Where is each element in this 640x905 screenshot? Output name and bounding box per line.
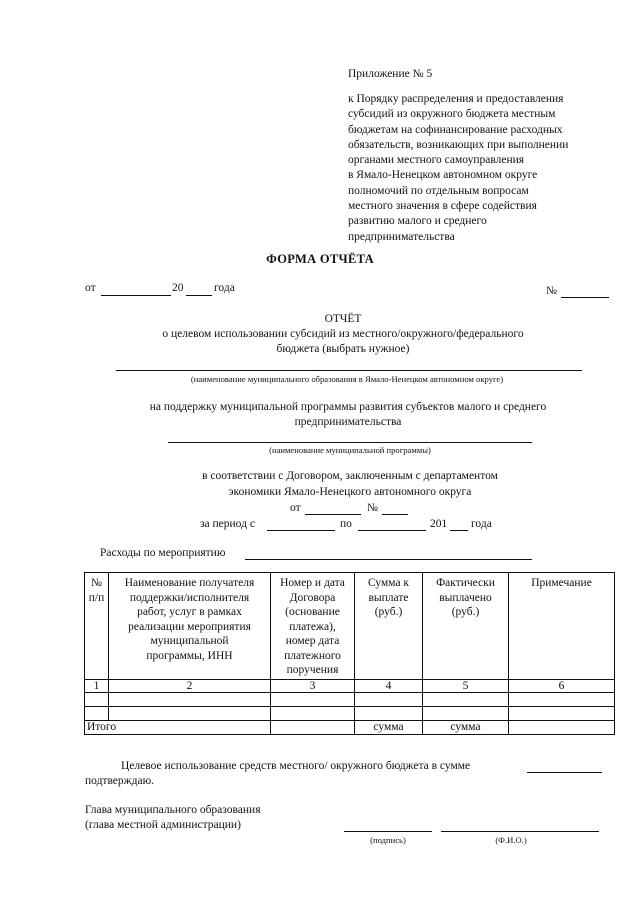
confirmation-sum-field[interactable] [527, 772, 602, 773]
expenses-field[interactable] [245, 559, 532, 560]
confirmation-text: подтверждаю. [85, 775, 155, 787]
period-year-field[interactable] [450, 530, 468, 531]
table-row [85, 707, 615, 721]
appendix-line: предпринимательства [348, 230, 455, 243]
form-title: ФОРМА ОТЧЁТА [266, 252, 374, 266]
table-header-row [85, 573, 615, 680]
contract-number-field[interactable] [382, 514, 408, 515]
program-caption: (наименование муниципальной программы) [269, 445, 431, 455]
municipality-field[interactable] [116, 370, 582, 371]
year-field[interactable] [186, 295, 212, 296]
header-amount-paid: Фактически выплачено (руб.) [423, 573, 509, 680]
contract-text: в соответствии с Договором, заключенным с департаментом [202, 470, 498, 482]
date-field[interactable] [101, 295, 171, 296]
column-number: 3 [271, 680, 355, 693]
table-cell[interactable] [355, 693, 423, 707]
municipality-caption: (наименование муниципального образования в Ямало-Ненецком автономном округе) [190, 374, 504, 384]
table-cell[interactable] [85, 693, 109, 707]
appendix-line: обязательств, возникающих при выполнении [348, 138, 569, 151]
appendix-line: в Ямало-Ненецком автономном округе [348, 169, 538, 182]
table-cell[interactable] [355, 707, 423, 721]
contract-date-field[interactable] [305, 514, 361, 515]
signature-field[interactable] [344, 831, 432, 832]
report-subtitle: о целевом использовании субсидий из местного/окружного/федерального [162, 328, 524, 340]
column-number: 5 [423, 680, 509, 693]
report-heading: ОТЧЁТ [324, 313, 362, 325]
name-caption: (Ф.И.О.) [495, 835, 527, 845]
head-position: (глава местной администрации) [85, 819, 241, 831]
header-index: № п/п [85, 573, 109, 680]
name-field[interactable] [441, 831, 599, 832]
signature-caption: (подпись) [370, 835, 406, 845]
column-number: 4 [355, 680, 423, 693]
head-position: Глава муниципального образования [85, 804, 261, 816]
appendix-line: местного значения в сфере содействия [348, 200, 537, 213]
contract-from-label: от [290, 502, 301, 514]
appendix-line: субсидий из окружного бюджета местным [348, 108, 556, 121]
total-sum-due: сумма [355, 721, 423, 735]
report-subtitle: бюджета (выбрать нужное) [276, 343, 410, 355]
header-amount-due: Сумма к выплате (руб.) [355, 573, 423, 680]
program-text: предпринимательства [294, 416, 402, 428]
total-sum-paid: сумма [423, 721, 509, 735]
expenses-label: Расходы по мероприятию [100, 547, 226, 559]
year-suffix: года [214, 282, 235, 294]
table-cell[interactable] [109, 707, 271, 721]
appendix-description [348, 92, 608, 245]
appendix-line: к Порядку распределения и предоставления [348, 93, 564, 105]
table-cell[interactable] [271, 693, 355, 707]
period-start-field[interactable] [267, 530, 335, 531]
period-year: 201 [430, 518, 448, 530]
table-cell[interactable] [271, 707, 355, 721]
column-number: 2 [109, 680, 271, 693]
period-year-suffix: года [471, 518, 492, 530]
date-from-label: от [85, 282, 96, 294]
appendix-line: полномочий по отдельным вопросам [348, 184, 529, 197]
header-note: Примечание [509, 573, 615, 680]
confirmation-text: Целевое использование средств местного/ окружного бюджета в сумме [121, 760, 471, 772]
appendix-line: развитию малого и среднего [348, 215, 487, 228]
contract-text: экономики Ямало-Ненецкого автономного округа [228, 486, 472, 498]
program-text: на поддержку муниципальной программы развития субъектов малого и среднего [149, 401, 547, 413]
table-cell[interactable] [509, 721, 615, 735]
table-number-row [85, 680, 615, 693]
appendix-line: бюджетам на софинансирование расходных [348, 123, 563, 136]
table-row [85, 693, 615, 707]
appendix-title: Приложение № 5 [348, 68, 433, 80]
table-cell[interactable] [509, 707, 615, 721]
table-cell[interactable] [423, 707, 509, 721]
report-table [84, 572, 615, 735]
period-to-label: по [340, 518, 352, 530]
total-label: Итого [85, 721, 271, 735]
program-field[interactable] [168, 442, 532, 443]
number-label: № [546, 285, 557, 297]
table-cell[interactable] [271, 721, 355, 735]
table-cell[interactable] [423, 693, 509, 707]
table-cell[interactable] [109, 693, 271, 707]
table-cell[interactable] [509, 693, 615, 707]
table-total-row [85, 721, 615, 735]
year-prefix: 20 [172, 282, 184, 294]
number-field[interactable] [561, 297, 609, 298]
appendix-line: органами местного самоуправления [348, 154, 525, 167]
column-number: 1 [85, 680, 109, 693]
header-recipient: Наименование получателя поддержки/исполнителя работ, услуг в рамках реализации мероприятия муниципальной программы, ИНН [109, 573, 271, 680]
column-number: 6 [509, 680, 615, 693]
header-contract: Номер и дата Договора (основание платежа), номер дата платежного поручения [271, 573, 355, 680]
table-cell[interactable] [85, 707, 109, 721]
period-end-field[interactable] [358, 530, 426, 531]
contract-number-label: № [367, 502, 378, 514]
period-label: за период с [200, 518, 255, 530]
